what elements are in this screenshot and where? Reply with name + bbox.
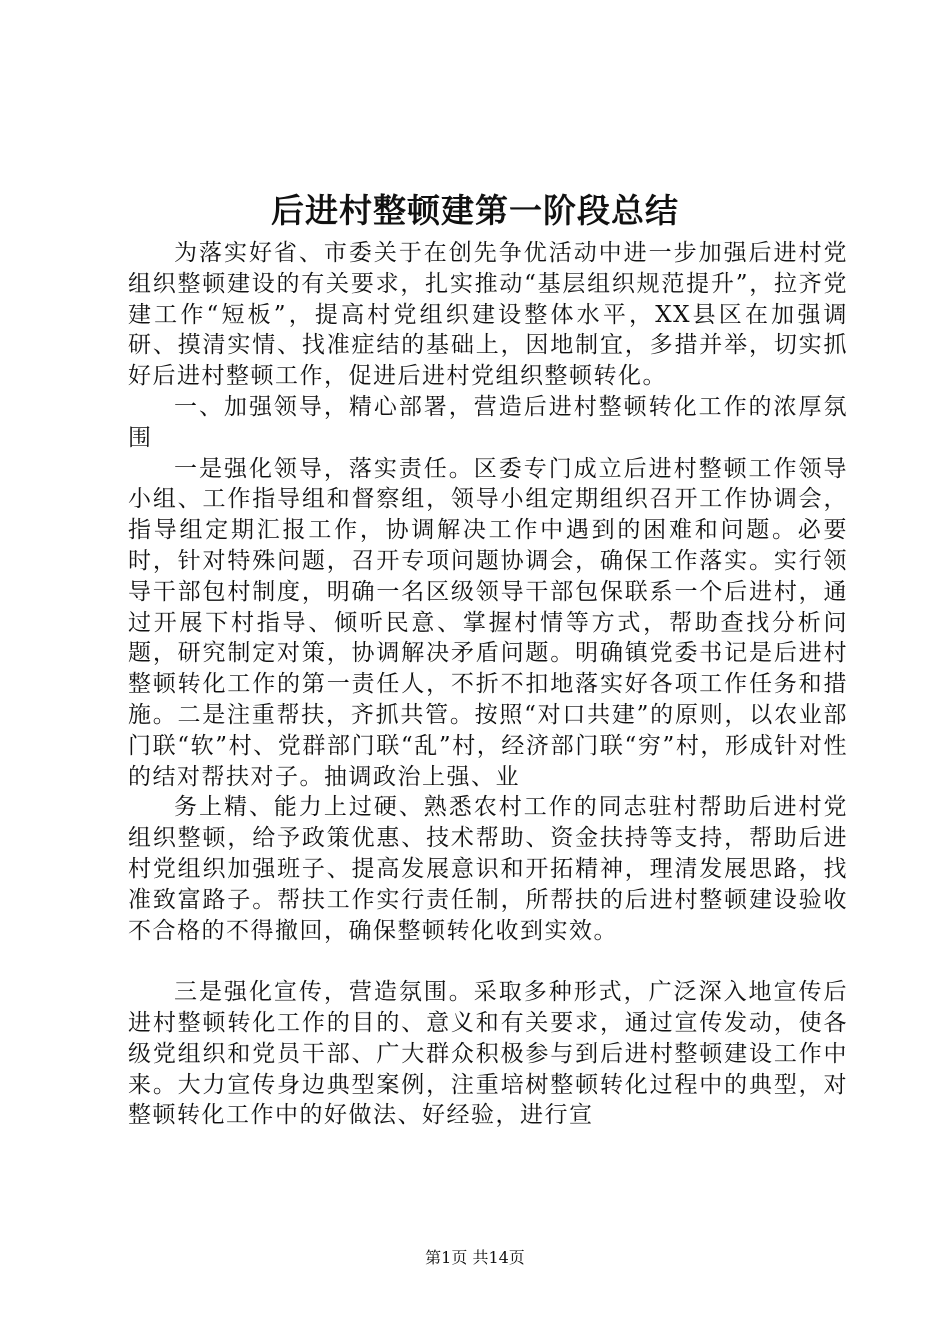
paragraph-leadership: 一是强化领导，落实责任。区委专门成立后进村整顿工作领导小组、工作指导组和督察组，领导小组定期组织召开工作协调会，指导组定期汇报工作，协调解决工作中遇到的困难和问题。必要时，针对特殊问题，召开专项问题协调会，确保工作落实。实行领导干部包村制度，明确一名区级领导干部包保联系一个后进村，通过开展下村指导、倾听民意、掌握村情等方式，帮助查找分析问题，研究制定对策，协调解决矛盾问题。明确镇党委书记是后进村整顿转化工作的第一责任人，不折不扣地落实好各项工作任务和措施。二是注重帮扶，齐抓共管。按照“对口共建”的原则，以农业部门联“软”村、党群部门联“乱”村，经济部门联“穷”村，形成针对性的结对帮扶对子。抽调政治上强、业: [128, 455, 848, 790]
paragraph-support: 务上精、能力上过硬、熟悉农村工作的同志驻村帮助后进村党组织整顿，给予政策优惠、技术帮助、资金扶持等支持，帮助后进村党组织加强班子、提高发展意识和开拓精神，理清发展思路，找准致富路子。帮扶工作实行责任制，所帮扶的后进村整顿建设验收不合格的不得撤回，确保整顿转化收到实效。: [128, 794, 848, 944]
document-body: [128, 238, 848, 1131]
document-title: 后进村整顿建第一阶段总结: [271, 191, 679, 230]
page-footer: 第1页 共14页: [425, 1248, 525, 1267]
paragraph-intro: 为落实好省、市委关于在创先争优活动中进一步加强后进村党组织整顿建设的有关要求，扎实推动“基层组织规范提升”，拉齐党建工作“短板”，提高村党组织建设整体水平，XX县区在加强调研、摸清实情、找准症结的基础上，因地制宜，多措并举，切实抓好后进村整顿工作，促进后进村党组织整顿转化。: [128, 240, 848, 390]
paragraph-section-heading: 一、加强领导，精心部署，营造后进村整顿转化工作的浓厚氛围: [128, 393, 848, 451]
paragraph-publicity: 三是强化宣传，营造氛围。采取多种形式，广泛深入地宣传后进村整顿转化工作的目的、意义和有关要求，通过宣传发动，使各级党组织和党员干部、广大群众积极参与到后进村整顿建设工作中来。大力宣传身边典型案例，注重培树整顿转化过程中的典型，对整顿转化工作中的好做法、好经验，进行宣: [128, 979, 848, 1129]
